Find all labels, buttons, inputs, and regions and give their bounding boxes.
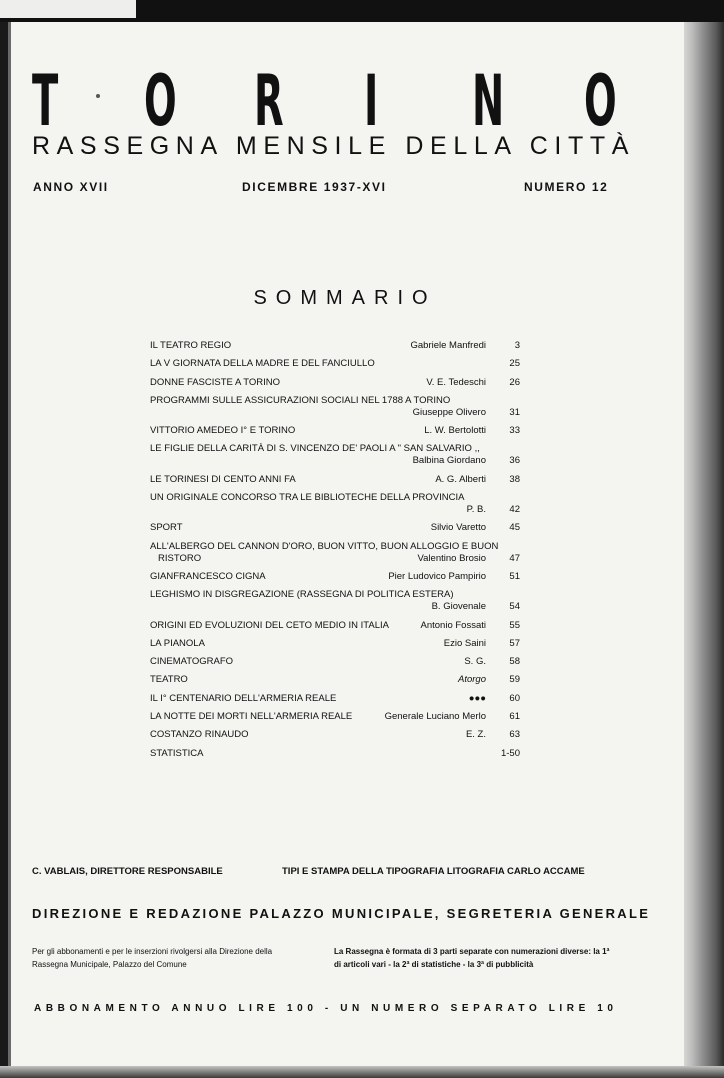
footer-tipografia: TIPI E STAMPA DELLA TIPOGRAFIA LITOGRAFIA CARLO ACCAME — [282, 866, 585, 877]
toc-entry — [150, 522, 520, 534]
issue-numero: NUMERO 12 — [524, 180, 609, 194]
toc-page: 25 — [509, 358, 520, 370]
bottom-scan-border — [0, 1066, 724, 1078]
toc-entry — [150, 674, 520, 686]
toc-page: 38 — [509, 473, 520, 485]
left-scan-border — [0, 22, 8, 1078]
toc-entry — [150, 693, 520, 705]
toc-title: IL TEATRO REGIO — [150, 340, 232, 351]
toc-entry — [150, 395, 520, 419]
toc-page: 1-50 — [500, 747, 520, 759]
toc-title: SPORT — [150, 522, 183, 534]
toc-title: COSTANZO RINAUDO — [150, 729, 249, 741]
toc-title: DONNE FASCISTE A TORINO — [150, 376, 281, 388]
toc-author: Ezio Saini — [443, 637, 486, 649]
toc-page: 59 — [509, 674, 520, 686]
toc-author: Atorgo — [458, 674, 486, 686]
toc-entry — [150, 377, 520, 389]
toc-title: ALL'ALBERGO DEL CANNON D'ORO, BUON VITTO, BUON ALLOGGIO E BUON — [150, 540, 499, 552]
toc-author: P. B. — [466, 504, 486, 516]
toc-title: LA NOTTE DEI MORTI NELL'ARMERIA REALE — [150, 711, 353, 723]
toc-author: S. G. — [464, 656, 486, 668]
toc-entry — [150, 358, 520, 370]
masthead-letter: O — [144, 60, 177, 142]
footer-direzione: DIREZIONE E REDAZIONE PALAZZO MUNICIPALE, SEGRETERIA GENERALE — [32, 906, 651, 921]
table-of-contents — [150, 340, 520, 766]
toc-author: Pier Ludovico Pampirio — [388, 570, 486, 582]
masthead-subtitle: RASSEGNA MENSILE DELLA CITTÀ — [32, 132, 635, 160]
masthead-letter: N — [472, 60, 505, 142]
toc-title: LA PIANOLA — [150, 637, 205, 649]
toc-entry — [150, 474, 520, 486]
toc-page: 36 — [509, 455, 520, 467]
toc-entry — [150, 748, 520, 760]
masthead-letter: R — [254, 60, 284, 142]
toc-title: LE TORINESI DI CENTO ANNI FA — [150, 473, 296, 485]
toc-title: VITTORIO AMEDEO I° E TORINO — [150, 425, 296, 437]
toc-page: 55 — [509, 619, 520, 631]
toc-author: E. Z. — [465, 729, 486, 741]
toc-title: PROGRAMMI SULLE ASSICURAZIONI SOCIALI NEL 1788 A TORINO — [150, 394, 451, 406]
toc-entry — [150, 541, 520, 565]
toc-page: 47 — [509, 552, 520, 564]
toc-entry — [150, 340, 520, 352]
toc-entry — [150, 656, 520, 668]
sommario-heading: SOMMARIO — [253, 287, 437, 309]
toc-page: 61 — [509, 711, 520, 723]
toc-page: 45 — [509, 522, 520, 534]
masthead-letter: I — [364, 60, 379, 142]
toc-entry — [150, 571, 520, 583]
toc-entry — [150, 492, 520, 516]
footer-note-abbonamenti: Per gli abbonamenti e per le inserzioni rivolgersi alla Direzione della Rassegna Municipale, Palazzo del Comune — [32, 947, 273, 969]
issue-date: DICEMBRE 1937-XVI — [242, 180, 387, 194]
toc-page: 31 — [509, 406, 520, 418]
toc-entry — [150, 711, 520, 723]
toc-title: LE FIGLIE DELLA CARITÀ DI S. VINCENZO DE' PAOLI A " SAN SALVARIO ,, — [150, 443, 480, 455]
toc-entry — [150, 638, 520, 650]
toc-page: 58 — [509, 656, 520, 668]
toc-author: Antonio Fossati — [420, 619, 486, 631]
toc-title: UN ORIGINALE CONCORSO TRA LE BIBLIOTECHE DELLA PROVINCIA — [150, 492, 465, 504]
toc-author: V. E. Tedeschi — [426, 376, 486, 388]
masthead-letter: O — [584, 60, 617, 142]
toc-author: A. G. Alberti — [435, 473, 486, 485]
toc-author: L. W. Bertolotti — [424, 425, 486, 437]
toc-entry — [150, 620, 520, 632]
toc-title: STATISTICA — [150, 747, 204, 759]
toc-author: Generale Luciano Merlo — [384, 711, 486, 723]
left-scan-shadow — [8, 22, 11, 1078]
toc-entry — [150, 589, 520, 613]
toc-author: Gabriele Manfredi — [410, 340, 486, 351]
toc-page: 42 — [509, 504, 520, 516]
toc-title: ORIGINI ED EVOLUZIONI DEL CETO MEDIO IN ITALIA — [150, 619, 389, 631]
top-scan-paper-edge — [0, 0, 136, 18]
footer-direttore: C. VABLAIS, DIRETTORE RESPONSABILE — [32, 866, 223, 877]
toc-page: 26 — [509, 376, 520, 388]
issue-anno: ANNO XVII — [33, 180, 109, 194]
toc-title-continued: RISTORO — [158, 552, 202, 564]
footer-note-rassegna: La Rassegna è formata di 3 parti separate con numerazioni diverse: la 1ª di articoli vari - la 2ª di statistiche - la 3ª di pubblicità — [334, 947, 610, 969]
right-scan-border — [684, 22, 724, 1078]
toc-page: 63 — [509, 729, 520, 741]
toc-author: Silvio Varetto — [430, 522, 486, 534]
toc-title: CINEMATOGRAFO — [150, 656, 234, 668]
toc-title: TEATRO — [150, 674, 188, 686]
footer-abbonamento: ABBONAMENTO ANNUO LIRE 100 - UN NUMERO SEPARATO LIRE 10 — [34, 1003, 618, 1014]
toc-author: Giuseppe Olivero — [412, 406, 486, 418]
toc-entry — [150, 443, 520, 467]
toc-title: LEGHISMO IN DISGREGAZIONE (RASSEGNA DI POLITICA ESTERA) — [150, 589, 454, 601]
toc-page: 51 — [509, 570, 520, 582]
toc-title: IL I° CENTENARIO DELL'ARMERIA REALE — [150, 692, 337, 704]
toc-page: 57 — [509, 637, 520, 649]
toc-title: GIANFRANCESCO CIGNA — [150, 570, 266, 582]
masthead-letter: T — [32, 60, 59, 142]
masthead-title — [32, 60, 617, 142]
toc-author: Balbina Giordano — [412, 455, 486, 467]
toc-entry — [150, 729, 520, 741]
toc-page: 3 — [514, 340, 520, 351]
toc-title: LA V GIORNATA DELLA MADRE E DEL FANCIULLO — [150, 358, 375, 370]
masthead-dot — [96, 94, 100, 98]
toc-author: B. Giovenale — [431, 601, 486, 613]
toc-author: ●●● — [468, 692, 486, 704]
toc-page: 33 — [509, 425, 520, 437]
toc-entry — [150, 425, 520, 437]
toc-author: Valentino Brosio — [417, 552, 486, 564]
toc-page: 54 — [509, 601, 520, 613]
toc-page: 60 — [509, 692, 520, 704]
